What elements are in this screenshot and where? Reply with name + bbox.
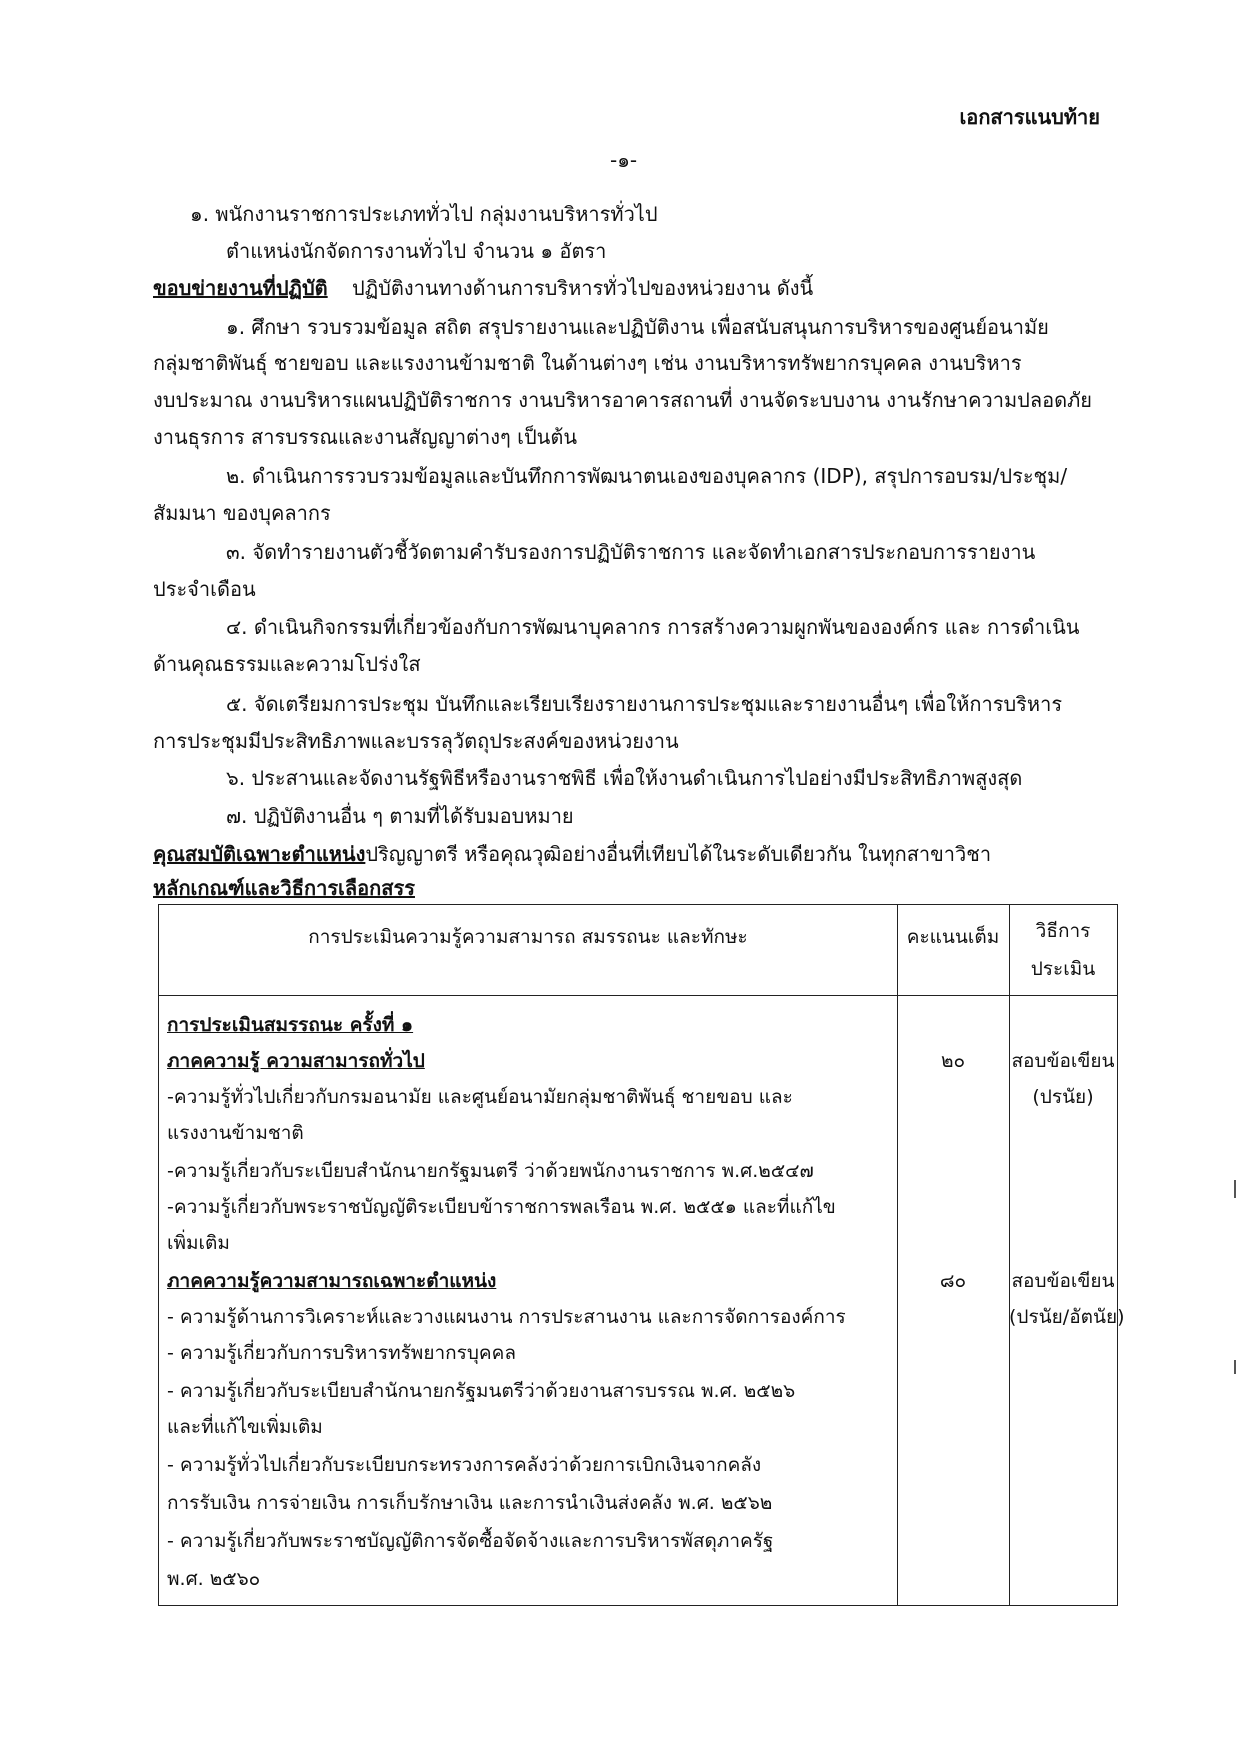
general-knowledge-item: แรงงานข้ามชาติ	[167, 1122, 304, 1144]
general-knowledge-item: เพิ่มเติม	[167, 1232, 230, 1254]
scope-line: ประจำเดือน	[153, 577, 256, 601]
round-title: การประเมินสมรรถนะ ครั้งที่ ๑	[167, 1014, 414, 1036]
table-header-assessment: การประเมินความรู้ความสามารถ สมรรถนะ และทักษะ	[308, 926, 748, 948]
specific-knowledge-item: การรับเงิน การจ่ายเงิน การเก็บรักษาเงิน และการนำเงินส่งคลัง พ.ศ. ๒๕๖๒	[167, 1492, 773, 1514]
specific-method: (ปรนัย/อัตนัย)	[1009, 1306, 1125, 1328]
specific-knowledge-item: - ความรู้ด้านการวิเคราะห์และวางแผนงาน การประสานงาน และการจัดการองค์การ	[167, 1306, 846, 1328]
scan-margin-mark	[1234, 1180, 1236, 1198]
table-header-score: คะแนนเต็ม	[906, 926, 1000, 948]
selection-heading: หลักเกณฑ์และวิธีการเลือกสรร	[153, 876, 415, 900]
qualification-text: ปริญญาตรี หรือคุณวุฒิอย่างอื่นที่เทียบได้ในระดับเดียวกัน ในทุกสาขาวิชา	[365, 842, 992, 866]
specific-method: สอบข้อเขียน	[1011, 1270, 1115, 1292]
table-column-divider	[897, 905, 898, 1605]
scope-intro: ปฏิบัติงานทางด้านการบริหารทั่วไปของหน่วยงาน ดังนี้	[352, 276, 814, 300]
page-number: -๑-	[610, 148, 638, 172]
specific-knowledge-item: - ความรู้เกี่ยวกับการบริหารทรัพยากรบุคคล	[167, 1342, 516, 1364]
table-header-method: วิธีการ	[1035, 920, 1091, 942]
specific-knowledge-item: - ความรู้เกี่ยวกับระเบียบสำนักนายกรัฐมนตรีว่าด้วยงานสารบรรณ พ.ศ. ๒๕๒๖	[167, 1380, 796, 1402]
general-knowledge-item: -ความรู้ทั่วไปเกี่ยวกับกรมอนามัย และศูนย์อนามัยกลุ่มชาติพันธุ์ ชายขอบ และ	[167, 1086, 793, 1108]
specific-knowledge-title: ภาคความรู้ความสามารถเฉพาะตำแหน่ง	[167, 1270, 497, 1292]
specific-knowledge-item: พ.ศ. ๒๕๖๐	[167, 1568, 261, 1590]
general-method: สอบข้อเขียน	[1011, 1050, 1115, 1072]
specific-knowledge-item: - ความรู้เกี่ยวกับพระราชบัญญัติการจัดซื้อจัดจ้างและการบริหารพัสดุภาครัฐ	[167, 1530, 774, 1552]
attachment-label: เอกสารแนบท้าย	[959, 105, 1100, 129]
scope-line: การประชุมมีประสิทธิภาพและบรรลุวัตถุประสงค์ของหน่วยงาน	[153, 729, 679, 753]
scope-line: ด้านคุณธรรมและความโปร่งใส	[153, 652, 421, 676]
scope-line: ๓. จัดทำรายงานตัวชี้วัดตามคำรับรองการปฏิบัติราชการ และจัดทำเอกสารประกอบการรายงาน	[226, 540, 1036, 564]
selection-criteria-table	[158, 904, 1125, 1606]
general-knowledge-title: ภาคความรู้ ความสามารถทั่วไป	[167, 1050, 425, 1072]
scope-line: ๒. ดำเนินการรวบรวมข้อมูลและบันทึกการพัฒนาตนเองของบุคลากร (IDP), สรุปการอบรม/ประชุม/	[226, 464, 1068, 488]
scope-line: ๗. ปฏิบัติงานอื่น ๆ ตามที่ได้รับมอบหมาย	[226, 804, 574, 828]
qualification-label: คุณสมบัติเฉพาะตำแหน่ง	[153, 842, 366, 866]
scope-line: ๕. จัดเตรียมการประชุม บันทึกและเรียบเรียงรายงานการประชุมและรายงานอื่นๆ เพื่อให้การบริหาร	[226, 692, 1063, 716]
position-line-2: ตำแหน่งนักจัดการงานทั่วไป จำนวน ๑ อัตรา	[226, 239, 607, 263]
general-method: (ปรนัย)	[1032, 1086, 1094, 1108]
table-column-divider	[1009, 905, 1010, 1605]
scope-line: ๖. ประสานและจัดงานรัฐพิธีหรืองานราชพิธี เพื่อให้งานดำเนินการไปอย่างมีประสิทธิภาพสูงสุด	[226, 766, 1023, 790]
scope-line: กลุ่มชาติพันธุ์ ชายขอบ และแรงงานข้ามชาติ ในด้านต่างๆ เช่น งานบริหารทรัพยากรบุคคล งานบริหาร	[153, 351, 1022, 375]
qualification-line	[153, 840, 991, 868]
specific-knowledge-item: และที่แก้ไขเพิ่มเติม	[167, 1416, 323, 1438]
general-knowledge-item: -ความรู้เกี่ยวกับระเบียบสำนักนายกรัฐมนตรี ว่าด้วยพนักงานราชการ พ.ศ.๒๕๔๗	[167, 1160, 814, 1182]
general-score: ๒๐	[940, 1050, 966, 1072]
table-header-divider	[159, 995, 1117, 996]
scope-line: ๑. ศึกษา รวบรวมข้อมูล สถิต สรุปรายงานและปฏิบัติงาน เพื่อสนับสนุนการบริหารของศูนย์อนามัย	[226, 315, 1049, 339]
specific-knowledge-item: - ความรู้ทั่วไปเกี่ยวกับระเบียบกระทรวงการคลังว่าด้วยการเบิกเงินจากคลัง	[167, 1454, 762, 1476]
scope-line: ๔. ดำเนินกิจกรรมที่เกี่ยวข้องกับการพัฒนาบุคลากร การสร้างความผูกพันขององค์กร และ การดำเนิน	[226, 615, 1080, 639]
scope-line: งบประมาณ งานบริหารแผนปฏิบัติราชการ งานบริหารอาคารสถานที่ งานจัดระบบงาน งานรักษาความปลอดภัย	[153, 388, 1093, 412]
scope-heading-line	[153, 274, 813, 302]
specific-score: ๘๐	[939, 1270, 967, 1292]
scope-line: สัมมนา ของบุคลากร	[153, 501, 331, 525]
general-knowledge-item: -ความรู้เกี่ยวกับพระราชบัญญัติระเบียบข้าราชการพลเรือน พ.ศ. ๒๕๕๑ และที่แก้ไข	[167, 1196, 836, 1218]
scope-label: ขอบข่ายงานที่ปฏิบัติ	[153, 276, 328, 300]
position-line-1: ๑. พนักงานราชการประเภททั่วไป กลุ่มงานบริหารทั่วไป	[190, 202, 658, 226]
table-header-method: ประเมิน	[1030, 958, 1096, 980]
scan-margin-mark	[1234, 1360, 1236, 1374]
scope-line: งานธุรการ สารบรรณและงานสัญญาต่างๆ เป็นต้น	[153, 425, 577, 449]
